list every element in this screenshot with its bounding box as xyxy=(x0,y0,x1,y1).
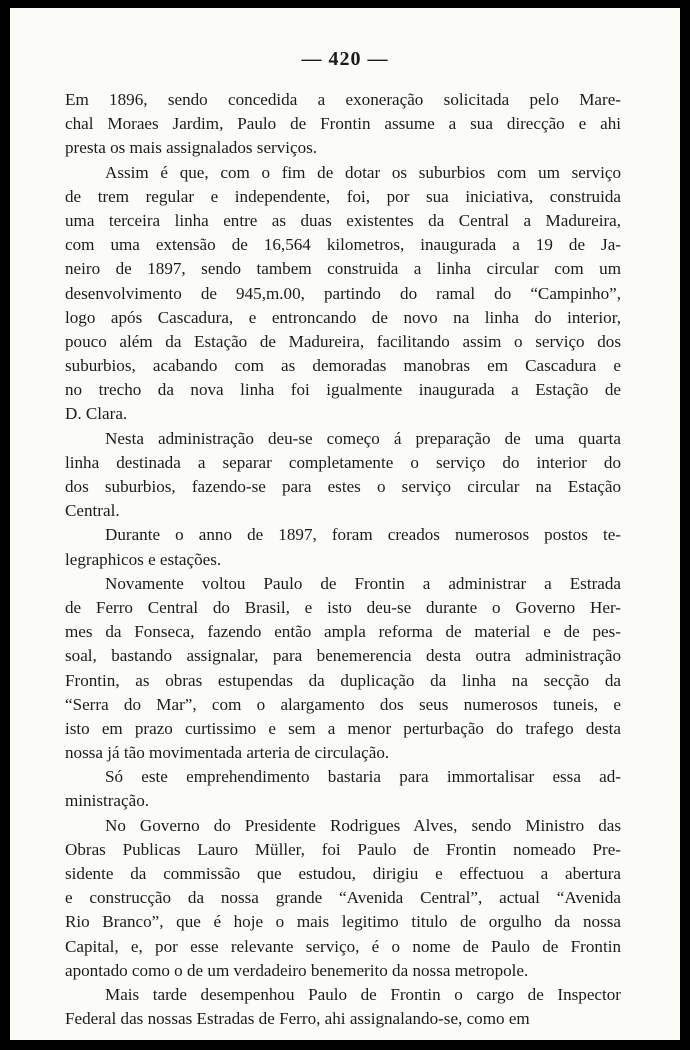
text-line: isto em prazo curtissimo e sem a menor perturbação do trafego desta xyxy=(65,718,621,738)
text-line: de Ferro Central do Brasil, e isto deu-se durante o Governo Her- xyxy=(65,597,621,617)
text-line: ministração. xyxy=(65,791,150,811)
text-line: suburbios, acabando com as demoradas manobras em Cascadura e xyxy=(65,356,621,376)
text-line: Durante o anno de 1897, foram creados numerosos postos te- xyxy=(105,525,621,545)
text-line: pouco além da Estação de Madureira, facilitando assim o serviço dos xyxy=(65,331,621,351)
text-line: dos suburbios, fazendo-se para estes o serviço circular na Estação xyxy=(65,477,621,496)
page-number: — 420 — xyxy=(301,48,389,70)
paragraph xyxy=(65,814,621,983)
body-text xyxy=(65,88,621,1031)
text-line: “Serra do Mar”, com o alargamento dos seus numerosos tuneis, e xyxy=(65,694,621,714)
paragraph xyxy=(65,427,621,524)
text-line: Obras Publicas Lauro Müller, foi Paulo de Frontin nomeado Pre- xyxy=(65,839,621,859)
text-line: mes da Fonseca, fazendo então ampla reforma de material e de pes- xyxy=(65,622,621,642)
text-line: Frontin, as obras estupendas da duplicação da linha na secção da xyxy=(65,670,621,690)
text-line: Assim é que, com o fim de dotar os suburbios com um serviço xyxy=(105,162,621,182)
text-line: apontado como o de um verdadeiro benemerito da nossa metropole. xyxy=(65,960,529,980)
paragraph xyxy=(65,161,621,427)
text-line: Só este emprehendimento bastaria para immortalisar essa ad- xyxy=(105,767,621,787)
text-line: linha destinada a separar completamente o serviço do interior do xyxy=(65,452,621,472)
text-line: Nesta administração deu-se começo á preparação de uma quarta xyxy=(105,428,621,448)
text-line: Central. xyxy=(65,501,120,521)
text-line: chal Moraes Jardim, Paulo de Frontin assume a sua direcção e ahi xyxy=(65,114,621,134)
text-line: D. Clara. xyxy=(65,404,128,424)
paragraph xyxy=(65,765,621,813)
text-line: logo após Cascadura, e entroncando de novo na linha do interior, xyxy=(65,307,621,327)
text-line: sidente da commissão que estudou, dirigiu e effectuou a abertura xyxy=(65,864,621,883)
text-line: nossa já tão movimentada arteria de circulação. xyxy=(65,743,390,763)
text-line: Em 1896, sendo concedida a exoneração solicitada pelo Mare- xyxy=(65,90,621,109)
text-line: e construcção da nossa grande “Avenida Central”, actual “Avenida xyxy=(65,888,621,908)
paragraph xyxy=(65,88,621,161)
text-line: soal, bastando assignalar, para benemerencia desta outra administração xyxy=(65,646,621,666)
text-line: Capital, e, por esse relevante serviço, é o nome de Paulo de Frontin xyxy=(65,936,621,956)
text-line: de trem regular e independente, foi, por sua iniciativa, construida xyxy=(65,186,621,206)
book-page xyxy=(10,8,680,1040)
text-line: no trecho da nova linha foi igualmente inaugurada a Estação de xyxy=(65,380,621,400)
text-line: com uma extensão de 16,564 kilometros, inaugurada a 19 de Ja- xyxy=(65,235,621,255)
text-line: Rio Branco”, que é hoje o mais legitimo titulo de orgulho da nossa xyxy=(65,912,621,932)
text-line: desenvolvimento de 945,m.00, partindo do ramal do “Campinho”, xyxy=(65,283,621,303)
text-line: uma terceira linha entre as duas existentes da Central a Madureira, xyxy=(65,210,621,230)
text-line: No Governo do Presidente Rodrigues Alves, sendo Ministro das xyxy=(105,815,621,835)
text-line: Mais tarde desempenhou Paulo de Frontin o cargo de Inspector xyxy=(105,984,621,1004)
text-line: legraphicos e estações. xyxy=(65,549,222,569)
paragraph xyxy=(65,983,621,1031)
paragraph xyxy=(65,523,621,571)
text-line: Federal das nossas Estradas de Ferro, ahi assignalando-se, como em xyxy=(65,1009,530,1029)
text-line: Novamente voltou Paulo de Frontin a administrar a Estrada xyxy=(105,573,621,593)
paragraph xyxy=(65,572,621,766)
text-line: presta os mais assignalados serviços. xyxy=(65,138,318,158)
text-line: neiro de 1897, sendo tambem construida a linha circular com um xyxy=(65,259,621,279)
